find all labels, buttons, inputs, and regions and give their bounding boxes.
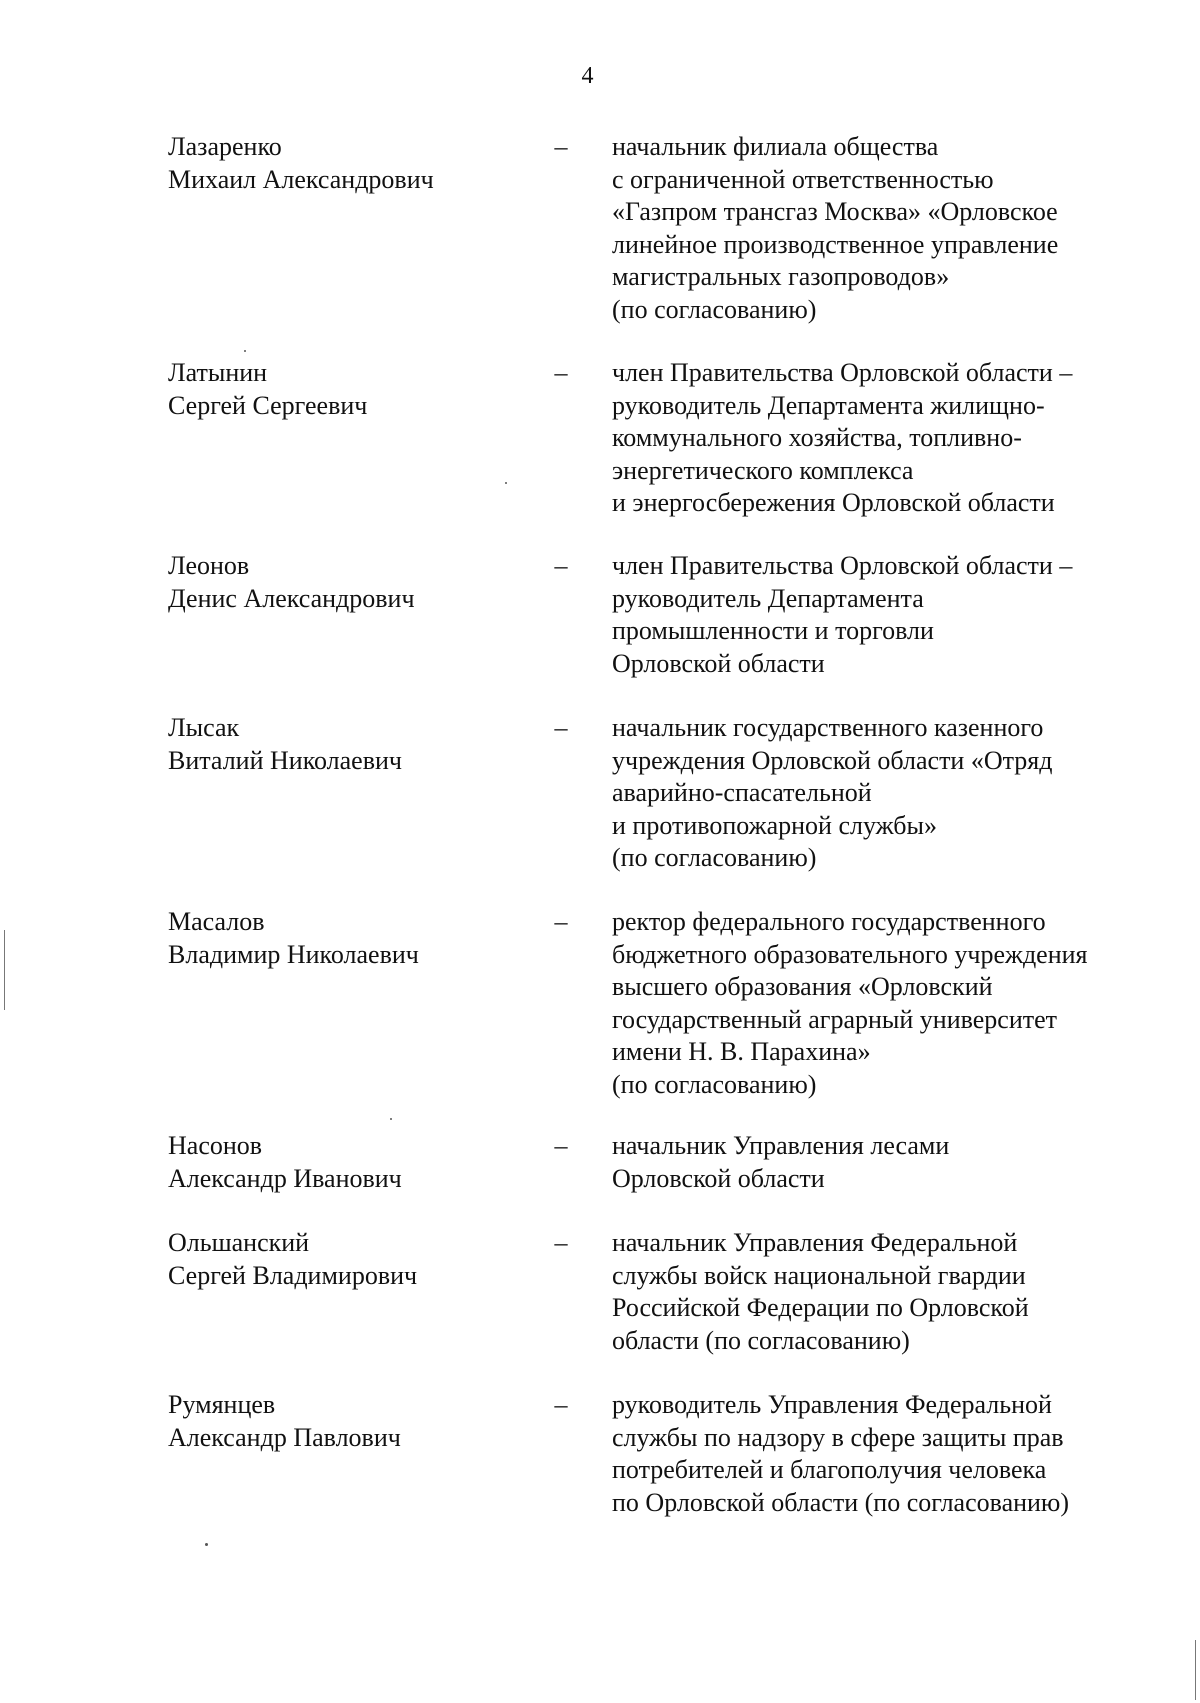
position-line: магистральных газопроводов» xyxy=(612,262,950,291)
position-line: бюджетного образовательного учреждения xyxy=(612,939,1088,969)
position-line: «Газпром трансгаз Москва» «Орловское xyxy=(612,197,1058,226)
member-name xyxy=(168,1389,528,1454)
dash-separator: – xyxy=(554,713,568,742)
position-line: коммунального хозяйства, топливно- xyxy=(612,423,1022,452)
position-line: начальник государственного казенного xyxy=(612,713,1044,742)
surname: Лысак xyxy=(168,713,240,742)
surname: Латынин xyxy=(168,358,268,387)
dash-separator: – xyxy=(554,358,568,387)
member-name xyxy=(168,712,528,777)
scan-speck xyxy=(244,350,246,352)
position-line: член Правительства Орловской области – xyxy=(612,358,1073,387)
dash-separator: – xyxy=(554,907,568,936)
position-line: по Орловской области (по согласованию) xyxy=(612,1487,1070,1517)
scan-edge-mark xyxy=(4,930,5,1010)
position-line: государственный аграрный университет xyxy=(612,1004,1058,1034)
member-name xyxy=(168,1130,528,1195)
given-names: Виталий Николаевич xyxy=(168,745,402,775)
position-line: энергетического комплекса xyxy=(612,455,914,485)
position-line: и противопожарной службы» xyxy=(612,810,937,840)
position-line: учреждения Орловской области «Отряд xyxy=(612,745,1053,775)
dash-separator: – xyxy=(554,1390,568,1419)
position-line: службы войск национальной гвардии xyxy=(612,1260,1026,1290)
dash-separator: – xyxy=(554,551,568,580)
dash-separator: – xyxy=(554,1228,568,1257)
position-line: аварийно-спасательной xyxy=(612,778,872,807)
member-position xyxy=(612,550,1172,680)
surname: Леонов xyxy=(168,551,250,580)
given-names: Сергей Сергеевич xyxy=(168,390,368,420)
dash-separator: – xyxy=(554,1131,568,1160)
position-line: руководитель Департамента жилищно- xyxy=(612,390,1045,420)
position-line: (по согласованию) xyxy=(612,294,817,324)
surname: Лазаренко xyxy=(168,132,282,161)
position-line: руководитель Департамента xyxy=(612,583,924,613)
position-line: руководитель Управления Федеральной xyxy=(612,1390,1052,1419)
given-names: Денис Александрович xyxy=(168,583,415,613)
member-position xyxy=(612,1130,1172,1195)
position-line: начальник Управления лесами xyxy=(612,1131,950,1160)
position-line: потребителей и благополучия человека xyxy=(612,1455,1047,1484)
member-name xyxy=(168,131,528,196)
scan-speck xyxy=(390,1118,392,1120)
member-position xyxy=(612,1227,1172,1357)
member-name xyxy=(168,1227,528,1292)
member-name xyxy=(168,550,528,615)
scan-speck xyxy=(205,1543,208,1546)
position-line: начальник Управления Федеральной xyxy=(612,1228,1018,1257)
position-line: промышленности и торговли xyxy=(612,616,934,645)
given-names: Александр Павлович xyxy=(168,1422,401,1452)
surname: Румянцев xyxy=(168,1390,276,1419)
position-line: (по согласованию) xyxy=(612,1069,817,1099)
given-names: Сергей Владимирович xyxy=(168,1260,418,1290)
scan-speck xyxy=(505,482,507,484)
position-line: имени Н. В. Парахина» xyxy=(612,1037,871,1066)
position-line: Орловской области xyxy=(612,1163,825,1193)
given-names: Михаил Александрович xyxy=(168,164,434,194)
position-line: (по согласованию) xyxy=(612,843,817,872)
member-position xyxy=(612,712,1172,875)
position-line: с ограниченной ответственностью xyxy=(612,164,994,194)
position-line: высшего образования «Орловский xyxy=(612,972,993,1001)
position-line: Орловской области xyxy=(612,648,825,678)
surname: Ольшанский xyxy=(168,1228,310,1257)
member-position xyxy=(612,131,1172,326)
member-name xyxy=(168,906,528,971)
member-position xyxy=(612,1389,1172,1519)
position-line: области (по согласованию) xyxy=(612,1325,910,1355)
given-names: Владимир Николаевич xyxy=(168,939,419,969)
dash-separator: – xyxy=(554,132,568,161)
position-line: и энергосбережения Орловской области xyxy=(612,488,1055,517)
member-name xyxy=(168,357,528,422)
position-line: начальник филиала общества xyxy=(612,132,939,161)
member-position xyxy=(612,357,1172,520)
position-line: службы по надзору в сфере защиты прав xyxy=(612,1422,1064,1452)
member-position xyxy=(612,906,1172,1101)
page-number: 4 xyxy=(581,63,594,89)
given-names: Александр Иванович xyxy=(168,1163,402,1193)
position-line: Российской Федерации по Орловской xyxy=(612,1293,1029,1322)
position-line: ректор федерального государственного xyxy=(612,907,1046,936)
surname: Масалов xyxy=(168,907,265,936)
position-line: член Правительства Орловской области – xyxy=(612,551,1073,580)
scan-edge-mark xyxy=(1195,1640,1196,1700)
position-line: линейное производственное управление xyxy=(612,229,1059,259)
surname: Насонов xyxy=(168,1131,263,1160)
